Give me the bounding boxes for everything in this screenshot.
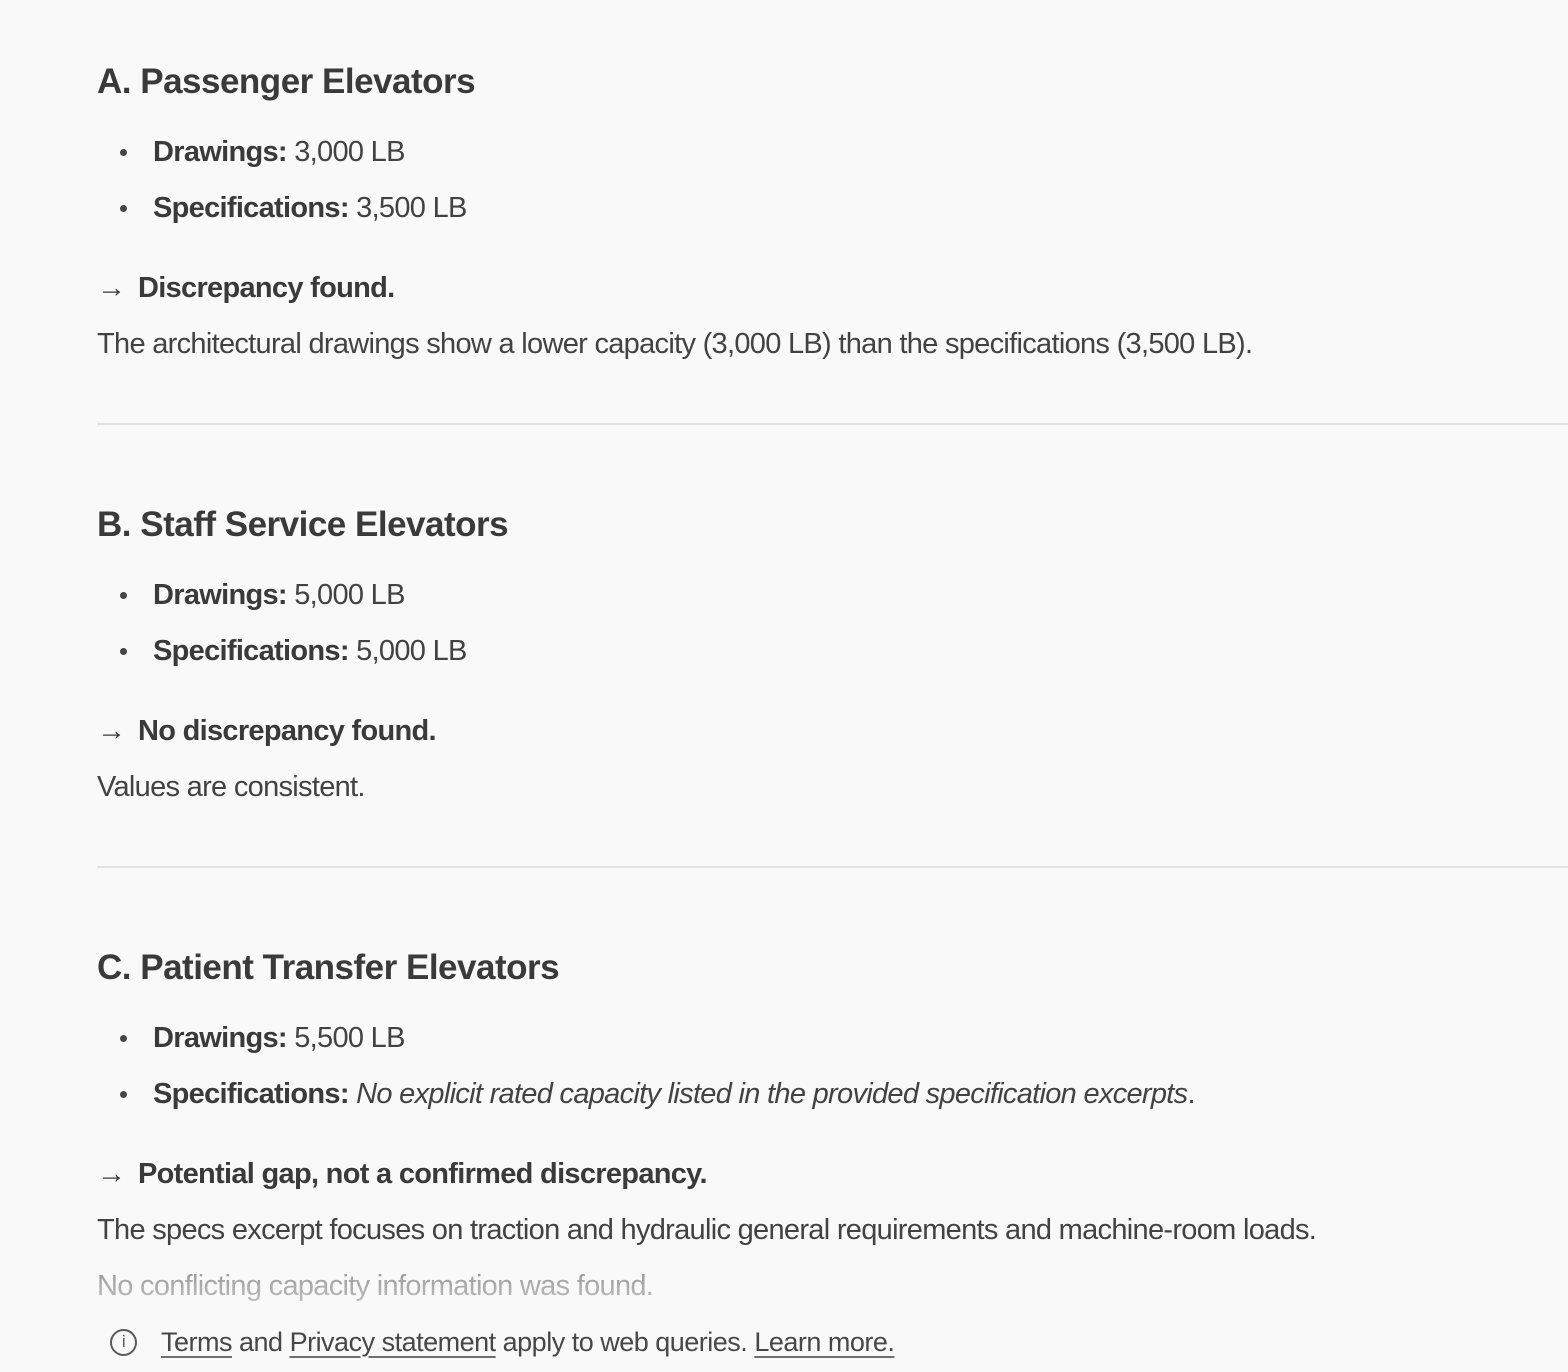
disclaimer-middle: apply to web queries.	[495, 1326, 755, 1357]
finding-line	[97, 260, 1502, 316]
bullet-value-suffix: .	[1187, 1078, 1195, 1110]
bullet-label: Specifications:	[153, 635, 349, 667]
right-arrow-icon: →	[97, 1158, 126, 1190]
comparison-list	[97, 1010, 1502, 1122]
finding-detail: Values are consistent.	[97, 771, 365, 803]
bullet-label: Drawings:	[153, 579, 287, 611]
finding-detail: The specs excerpt focuses on traction and hydraulic general requirements and machine-room loads.	[97, 1214, 1317, 1246]
bullet-value: 5,000 LB	[294, 579, 405, 611]
section-heading: C. Patient Transfer Elevators	[97, 948, 560, 987]
section-divider	[97, 866, 1568, 868]
disclaimer-text	[161, 1327, 894, 1358]
section-heading: A. Passenger Elevators	[97, 62, 476, 101]
bullet-value: 5,500 LB	[294, 1022, 405, 1054]
bullet-label: Specifications:	[153, 1078, 349, 1110]
terms-link[interactable]: Terms	[161, 1326, 232, 1357]
list-item	[97, 567, 1502, 623]
disclaimer-and: and	[232, 1326, 290, 1357]
finding-text: Discrepancy found.	[138, 272, 395, 304]
finding-detail: The architectural drawings show a lower capacity (3,000 LB) than the specifications (3,500 LB).	[97, 328, 1253, 360]
section-patient-transfer-elevators	[97, 944, 1502, 1314]
faded-detail: No conflicting capacity information was found.	[97, 1258, 1502, 1314]
info-icon-glyph: i	[121, 1332, 126, 1351]
section-divider	[97, 423, 1568, 425]
bullet-value: 5,000 LB	[356, 635, 467, 667]
comparison-list	[97, 124, 1502, 236]
right-arrow-icon: →	[97, 272, 126, 304]
list-item	[97, 623, 1502, 679]
finding-line	[97, 703, 1502, 759]
section-passenger-elevators	[97, 58, 1502, 372]
bullet-value: No explicit rated capacity listed in the provided specification excerpts	[356, 1078, 1188, 1110]
finding-line	[97, 1146, 1502, 1202]
list-item	[97, 1066, 1502, 1122]
bullet-value: 3,500 LB	[356, 192, 467, 224]
right-arrow-icon: →	[97, 715, 126, 747]
section-staff-service-elevators	[97, 501, 1502, 815]
info-icon	[110, 1329, 137, 1356]
list-item	[97, 124, 1502, 180]
privacy-statement-link[interactable]: Privacy statement	[289, 1326, 496, 1357]
finding-text: Potential gap, not a confirmed discrepancy.	[138, 1158, 707, 1190]
bullet-label: Drawings:	[153, 1022, 287, 1054]
comparison-list	[97, 567, 1502, 679]
bullet-label: Drawings:	[153, 136, 287, 168]
bullet-value: 3,000 LB	[294, 136, 405, 168]
web-queries-disclaimer	[110, 1324, 1502, 1360]
list-item	[97, 180, 1502, 236]
list-item	[97, 1010, 1502, 1066]
finding-text: No discrepancy found.	[138, 715, 436, 747]
learn-more-link[interactable]: Learn more.	[754, 1326, 895, 1357]
bullet-label: Specifications:	[153, 192, 349, 224]
section-heading: B. Staff Service Elevators	[97, 505, 509, 544]
